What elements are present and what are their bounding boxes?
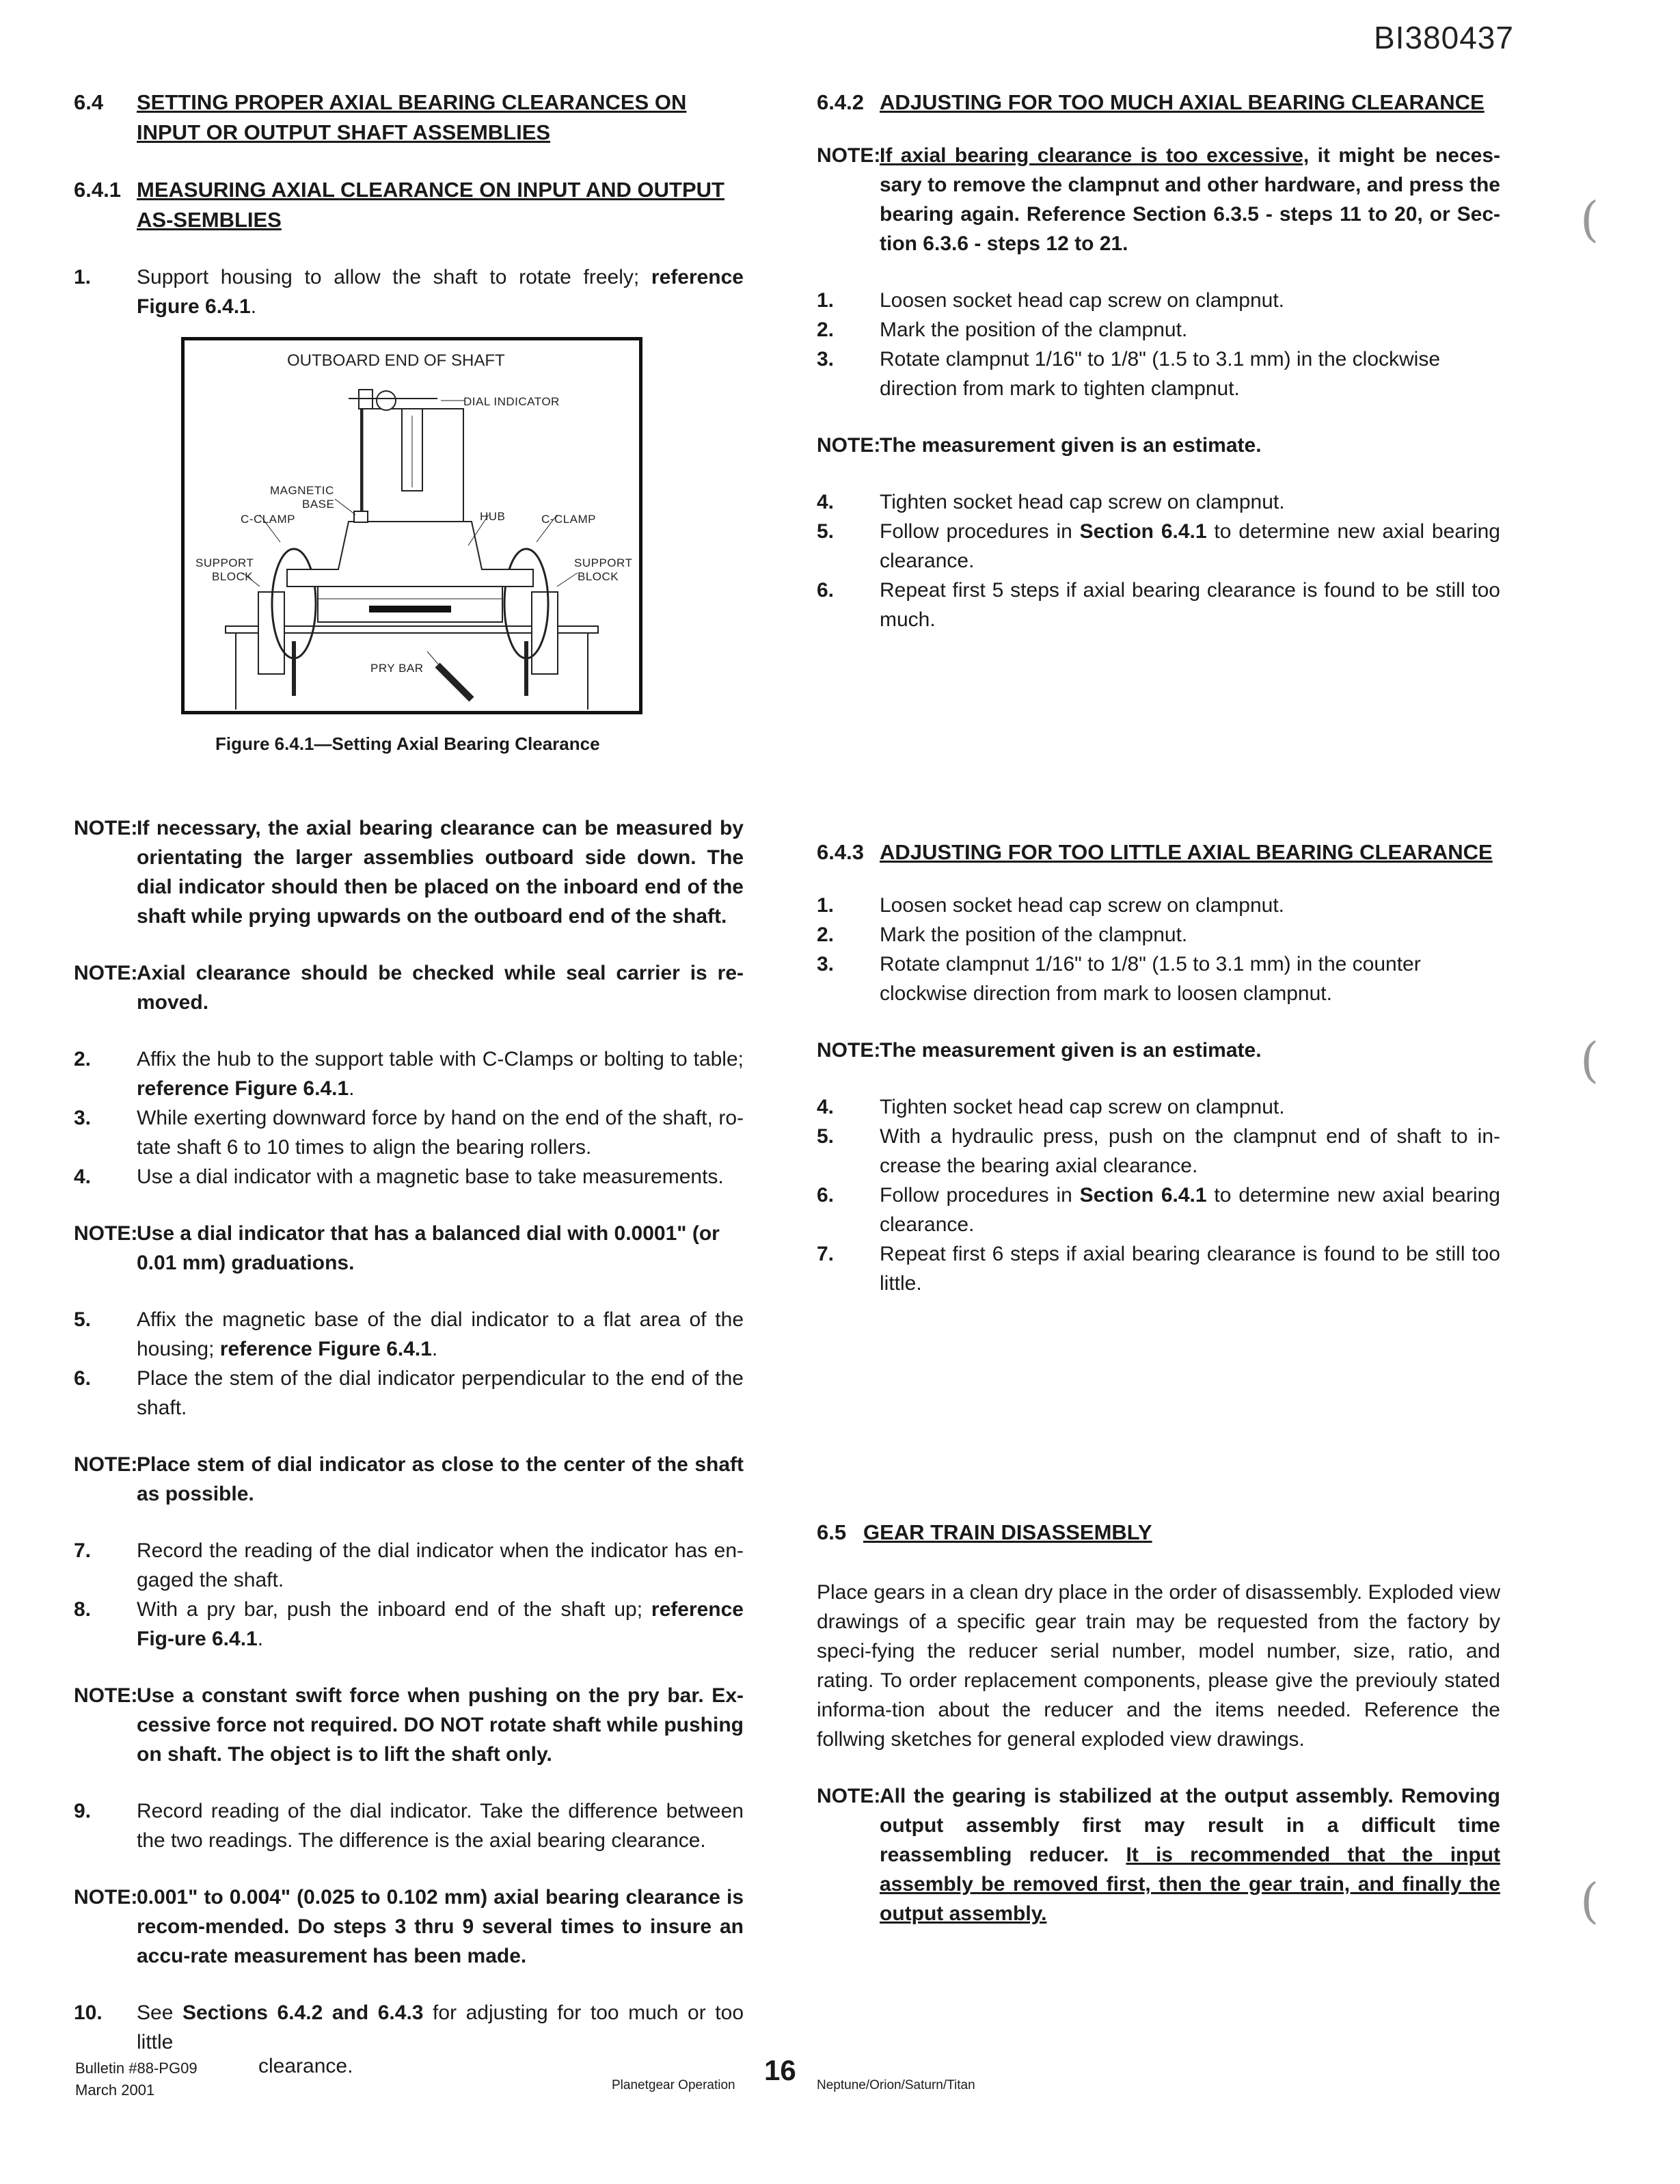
left-column bbox=[74, 87, 744, 321]
step-tail: . bbox=[250, 295, 257, 318]
step-text: With a hydraulic press, push on the clampnut end of shaft to in-crease the bearing axial clearance. bbox=[880, 1125, 1500, 1177]
publication-date: March 2001 bbox=[75, 2081, 155, 2099]
note-text bbox=[880, 1781, 1500, 1928]
step-text bbox=[137, 1305, 744, 1364]
step-text: Place the stem of the dial indicator perpendicular to the end of the shaft. bbox=[137, 1367, 744, 1419]
step-8 bbox=[74, 1595, 744, 1654]
gear-train-paragraph: Place gears in a clean dry place in the order of disassembly. Exploded view drawings of a specific gear train may be requested from the factory by speci-fying the reducer serial number, model number, size, ratio, and rating. To order replacement components, please give the previouly stated informa-tion about the reducer and the items needed. Reference the follwing sketches for general exploded view drawings. bbox=[817, 1581, 1500, 1751]
step-a5 bbox=[817, 517, 1500, 576]
step-text bbox=[137, 1044, 744, 1103]
section-title: ADJUSTING FOR TOO LITTLE AXIAL BEARING CLEARANCE bbox=[880, 840, 1493, 864]
step-text: Mark the position of the clampnut. bbox=[880, 924, 1188, 946]
step-number: 5. bbox=[817, 1125, 835, 1148]
footer-left bbox=[75, 2058, 198, 2101]
note-text: Use a constant swift force when pushing on the pry bar. Ex-cessive force not required. DO NOT rotate shaft while pushing on shaft. The object is to lift the shaft only. bbox=[137, 1684, 744, 1766]
right-column-6-4-3 bbox=[817, 837, 1500, 1298]
figure-reference: reference Figure 6.4.1 bbox=[219, 1338, 432, 1360]
note-text: If necessary, the axial bearing clearance can be measured by orientating the larger assemblies outboard side down. The dial indicator should then be placed on the inboard end of the shaft while prying upwards on the outboard end of the shaft. bbox=[137, 817, 744, 928]
step-2 bbox=[74, 1044, 744, 1103]
step-number: 2. bbox=[817, 319, 835, 341]
note-label: NOTE: bbox=[817, 144, 881, 167]
magnetic-base-label-1: MAGNETIC bbox=[270, 484, 334, 497]
binding-hole-mark: ( bbox=[1580, 191, 1599, 247]
step-text: Tighten socket head cap screw on clampnut. bbox=[880, 1096, 1285, 1118]
step-b2 bbox=[817, 920, 1500, 949]
support-block-right-label-1: SUPPORT bbox=[574, 556, 633, 569]
step-prefix: Follow procedures in bbox=[880, 1184, 1080, 1206]
step-number: 9. bbox=[74, 1800, 92, 1822]
step-b1 bbox=[817, 891, 1500, 920]
step-number: 1. bbox=[74, 266, 92, 288]
step-number: 7. bbox=[817, 1243, 835, 1265]
note-orientation bbox=[74, 813, 744, 931]
step-text: Rotate clampnut 1/16" to 1/8" (1.5 to 3.1 mm) in the counter clockwise direction from mark to loosen clampnut. bbox=[880, 953, 1421, 1005]
note-body: All the gearing is stabilized at the output assembly. Removing output assembly first may result in a difficult time reassembling reducer. bbox=[880, 1785, 1500, 1866]
note-emphasis: If axial bearing clearance is too excessive, bbox=[880, 144, 1310, 167]
step-number: 2. bbox=[817, 924, 835, 946]
section-6-4-2-heading bbox=[817, 87, 1500, 118]
step-text bbox=[137, 1595, 744, 1654]
step-tail: . bbox=[257, 1628, 264, 1650]
section-6-4-1-heading bbox=[74, 175, 744, 235]
dial-indicator-label: DIAL INDICATOR bbox=[463, 395, 560, 408]
step-b4 bbox=[817, 1092, 1500, 1122]
step-text bbox=[137, 262, 744, 321]
step-prefix: See bbox=[137, 2001, 182, 2024]
bulletin-number: Bulletin #88-PG09 bbox=[75, 2060, 198, 2077]
note-text: Use a dial indicator that has a balanced dial with 0.0001" (or 0.01 mm) graduations. bbox=[137, 1222, 720, 1274]
step-text: Rotate clampnut 1/16" to 1/8" (1.5 to 3.1 mm) in the clockwise direction from mark to tighten clampnut. bbox=[880, 348, 1441, 400]
note-text: Axial clearance should be checked while seal carrier is re-moved. bbox=[137, 962, 744, 1014]
step-number: 1. bbox=[817, 894, 835, 917]
step-10-continuation: clearance. bbox=[258, 2055, 353, 2077]
section-reference: Section 6.4.1 bbox=[1079, 1184, 1207, 1206]
note-label: NOTE: bbox=[817, 1039, 881, 1062]
page-number: 16 bbox=[764, 2054, 796, 2086]
support-block-left-label-2: BLOCK bbox=[212, 570, 254, 583]
step-text: Loosen socket head cap screw on clampnut. bbox=[880, 289, 1285, 312]
step-a6 bbox=[817, 576, 1500, 634]
step-number: 4. bbox=[817, 1096, 835, 1118]
section-title: SETTING PROPER AXIAL BEARING CLEARANCES ON INPUT OR OUTPUT SHAFT ASSEMBLIES bbox=[137, 90, 687, 144]
step-number: 3. bbox=[74, 1107, 92, 1129]
step-number: 6. bbox=[817, 1184, 835, 1206]
note-stem-position bbox=[74, 1450, 744, 1509]
note-text: Place stem of dial indicator as close to the center of the shaft as possible. bbox=[137, 1453, 744, 1505]
note-body: it might be neces-sary to remove the clampnut and other hardware, and press the bearing again. Reference Section 6.3.5 - steps 11 to 20, or Sec-tion 6.3.6 - steps 12 to 21. bbox=[880, 144, 1500, 255]
step-10 bbox=[74, 1998, 744, 2057]
step-number: 6. bbox=[74, 1367, 92, 1390]
step-body: Support housing to allow the shaft to rotate freely; bbox=[137, 266, 651, 288]
note-text: The measurement given is an estimate. bbox=[880, 434, 1262, 457]
step-body: Affix the hub to the support table with C-Clamps or bolting to table; bbox=[137, 1048, 744, 1070]
magnetic-base-label-2: BASE bbox=[302, 498, 335, 511]
note-excessive-clearance bbox=[817, 141, 1500, 258]
left-column-lower bbox=[74, 813, 744, 2057]
note-recommended-clearance bbox=[74, 1883, 744, 1971]
right-column bbox=[817, 87, 1500, 634]
step-number: 10. bbox=[74, 2001, 103, 2024]
step-text bbox=[137, 1998, 744, 2057]
step-a1 bbox=[817, 286, 1500, 315]
figure-6-4-1 bbox=[181, 337, 642, 714]
note-text: 0.001" to 0.004" (0.025 to 0.102 mm) axial bearing clearance is recom-mended. Do steps 3 thru 9 several times to insure an accu-rate measurement has been made. bbox=[137, 1886, 744, 1967]
step-text bbox=[880, 517, 1500, 576]
step-number: 1. bbox=[817, 289, 835, 312]
step-text: Repeat first 5 steps if axial bearing clearance is found to be still too much. bbox=[880, 579, 1500, 631]
step-b6 bbox=[817, 1181, 1500, 1239]
figure-reference: reference Figure 6.4.1 bbox=[137, 266, 744, 318]
note-dial-graduations bbox=[74, 1219, 744, 1278]
footer-section-name: Planetgear Operation bbox=[612, 2078, 735, 2092]
step-6 bbox=[74, 1364, 744, 1423]
step-text: Mark the position of the clampnut. bbox=[880, 319, 1188, 341]
step-text: Loosen socket head cap screw on clampnut. bbox=[880, 894, 1285, 917]
note-gearing-stabilized bbox=[817, 1781, 1500, 1928]
section-number: 6.4.3 bbox=[817, 840, 864, 864]
section-reference: Sections 6.4.2 and 6.4.3 bbox=[182, 2001, 424, 2024]
step-9 bbox=[74, 1796, 744, 1855]
section-reference: Section 6.4.1 bbox=[1079, 520, 1207, 543]
step-number: 3. bbox=[817, 348, 835, 370]
binding-hole-mark: ( bbox=[1580, 1032, 1599, 1088]
section-6-4-heading bbox=[74, 87, 744, 148]
step-number: 5. bbox=[74, 1308, 92, 1331]
section-number: 6.4.2 bbox=[817, 90, 864, 114]
note-emphasis: It is recommended that the input assembly be removed first, then the gear train, and finally the output assembly. bbox=[880, 1844, 1500, 1925]
step-number: 3. bbox=[817, 953, 835, 975]
note-estimate-2 bbox=[817, 1036, 1500, 1065]
note-label: NOTE: bbox=[74, 1453, 138, 1476]
figure-reference: reference Fig-ure 6.4.1 bbox=[137, 1598, 744, 1650]
step-text: Repeat first 6 steps if axial bearing clearance is found to be still too little. bbox=[880, 1243, 1500, 1295]
step-number: 4. bbox=[817, 491, 835, 513]
step-body: With a pry bar, push the inboard end of the shaft up; bbox=[137, 1598, 651, 1621]
step-number: 4. bbox=[74, 1165, 92, 1188]
note-pry-force bbox=[74, 1681, 744, 1769]
step-number: 7. bbox=[74, 1539, 92, 1562]
step-text: While exerting downward force by hand on the end of the shaft, ro-tate shaft 6 to 10 times to align the bearing rollers. bbox=[137, 1107, 744, 1159]
section-title: GEAR TRAIN DISASSEMBLY bbox=[863, 1520, 1152, 1544]
note-text: The measurement given is an estimate. bbox=[880, 1039, 1262, 1062]
step-a3 bbox=[817, 345, 1500, 403]
section-title: MEASURING AXIAL CLEARANCE ON INPUT AND OUTPUT AS-SEMBLIES bbox=[137, 178, 724, 232]
step-number: 6. bbox=[817, 579, 835, 602]
figure-title: OUTBOARD END OF SHAFT bbox=[287, 351, 505, 370]
step-1 bbox=[74, 262, 744, 321]
step-body: to determine new axial bearing clearance. bbox=[880, 1184, 1500, 1236]
step-a4 bbox=[817, 487, 1500, 517]
note-text bbox=[880, 141, 1500, 258]
step-text bbox=[880, 1181, 1500, 1239]
step-prefix: Follow procedures in bbox=[880, 520, 1080, 543]
step-text: Record reading of the dial indicator. Take the difference between the two readings. The difference is the axial bearing clearance. bbox=[137, 1800, 744, 1852]
step-a2 bbox=[817, 315, 1500, 345]
section-number: 6.5 bbox=[817, 1520, 847, 1544]
step-tail: . bbox=[431, 1338, 438, 1360]
note-label: NOTE: bbox=[74, 1222, 138, 1245]
note-label: NOTE: bbox=[74, 962, 138, 984]
c-clamp-left-label: C-CLAMP bbox=[241, 513, 296, 526]
section-number: 6.4.1 bbox=[74, 178, 121, 202]
note-label: NOTE: bbox=[817, 1785, 881, 1807]
section-6-4-3-heading bbox=[817, 837, 1500, 867]
section-title: ADJUSTING FOR TOO MUCH AXIAL BEARING CLEARANCE bbox=[880, 90, 1485, 114]
note-label: NOTE: bbox=[74, 1886, 138, 1909]
step-tail: . bbox=[349, 1077, 355, 1100]
step-b3 bbox=[817, 949, 1500, 1008]
step-text: Tighten socket head cap screw on clampnut. bbox=[880, 491, 1285, 513]
step-b5 bbox=[817, 1122, 1500, 1181]
step-text: Use a dial indicator with a magnetic base to take measurements. bbox=[137, 1165, 724, 1188]
step-number: 8. bbox=[74, 1598, 92, 1621]
step-body: Affix the magnetic base of the dial indicator to a flat area of the housing; bbox=[137, 1308, 744, 1360]
footer-product-line: Neptune/Orion/Saturn/Titan bbox=[817, 2078, 975, 2092]
figure-reference: reference Figure 6.4.1 bbox=[137, 1077, 349, 1100]
pry-bar-label: PRY BAR bbox=[370, 662, 424, 675]
note-label: NOTE: bbox=[74, 817, 138, 839]
step-5 bbox=[74, 1305, 744, 1364]
section-6-5-heading bbox=[817, 1518, 1500, 1548]
step-b7 bbox=[817, 1239, 1500, 1298]
step-7 bbox=[74, 1536, 744, 1595]
step-number: 5. bbox=[817, 520, 835, 543]
figure-caption: Figure 6.4.1—Setting Axial Bearing Clearance bbox=[215, 733, 600, 754]
hub-label: HUB bbox=[480, 510, 506, 523]
note-seal-carrier bbox=[74, 958, 744, 1017]
document-id: BI380437 bbox=[1374, 20, 1514, 55]
step-text: Record the reading of the dial indicator when the indicator has en-gaged the shaft. bbox=[137, 1539, 744, 1591]
step-3 bbox=[74, 1103, 744, 1162]
note-estimate-1 bbox=[817, 431, 1500, 460]
support-block-left-label-1: SUPPORT bbox=[195, 556, 254, 569]
step-body: to determine new axial bearing clearance. bbox=[880, 520, 1500, 572]
right-column-6-5 bbox=[817, 1518, 1500, 1956]
c-clamp-right-label: C-CLAMP bbox=[541, 513, 597, 526]
note-label: NOTE: bbox=[74, 1684, 138, 1707]
support-block-right-label-2: BLOCK bbox=[578, 570, 619, 583]
step-body: for adjusting for too much or too little bbox=[137, 2001, 744, 2053]
step-4 bbox=[74, 1162, 744, 1191]
step-number: 2. bbox=[74, 1048, 92, 1070]
section-number: 6.4 bbox=[74, 90, 104, 114]
binding-hole-mark: ( bbox=[1580, 1873, 1599, 1929]
note-label: NOTE: bbox=[817, 434, 881, 457]
